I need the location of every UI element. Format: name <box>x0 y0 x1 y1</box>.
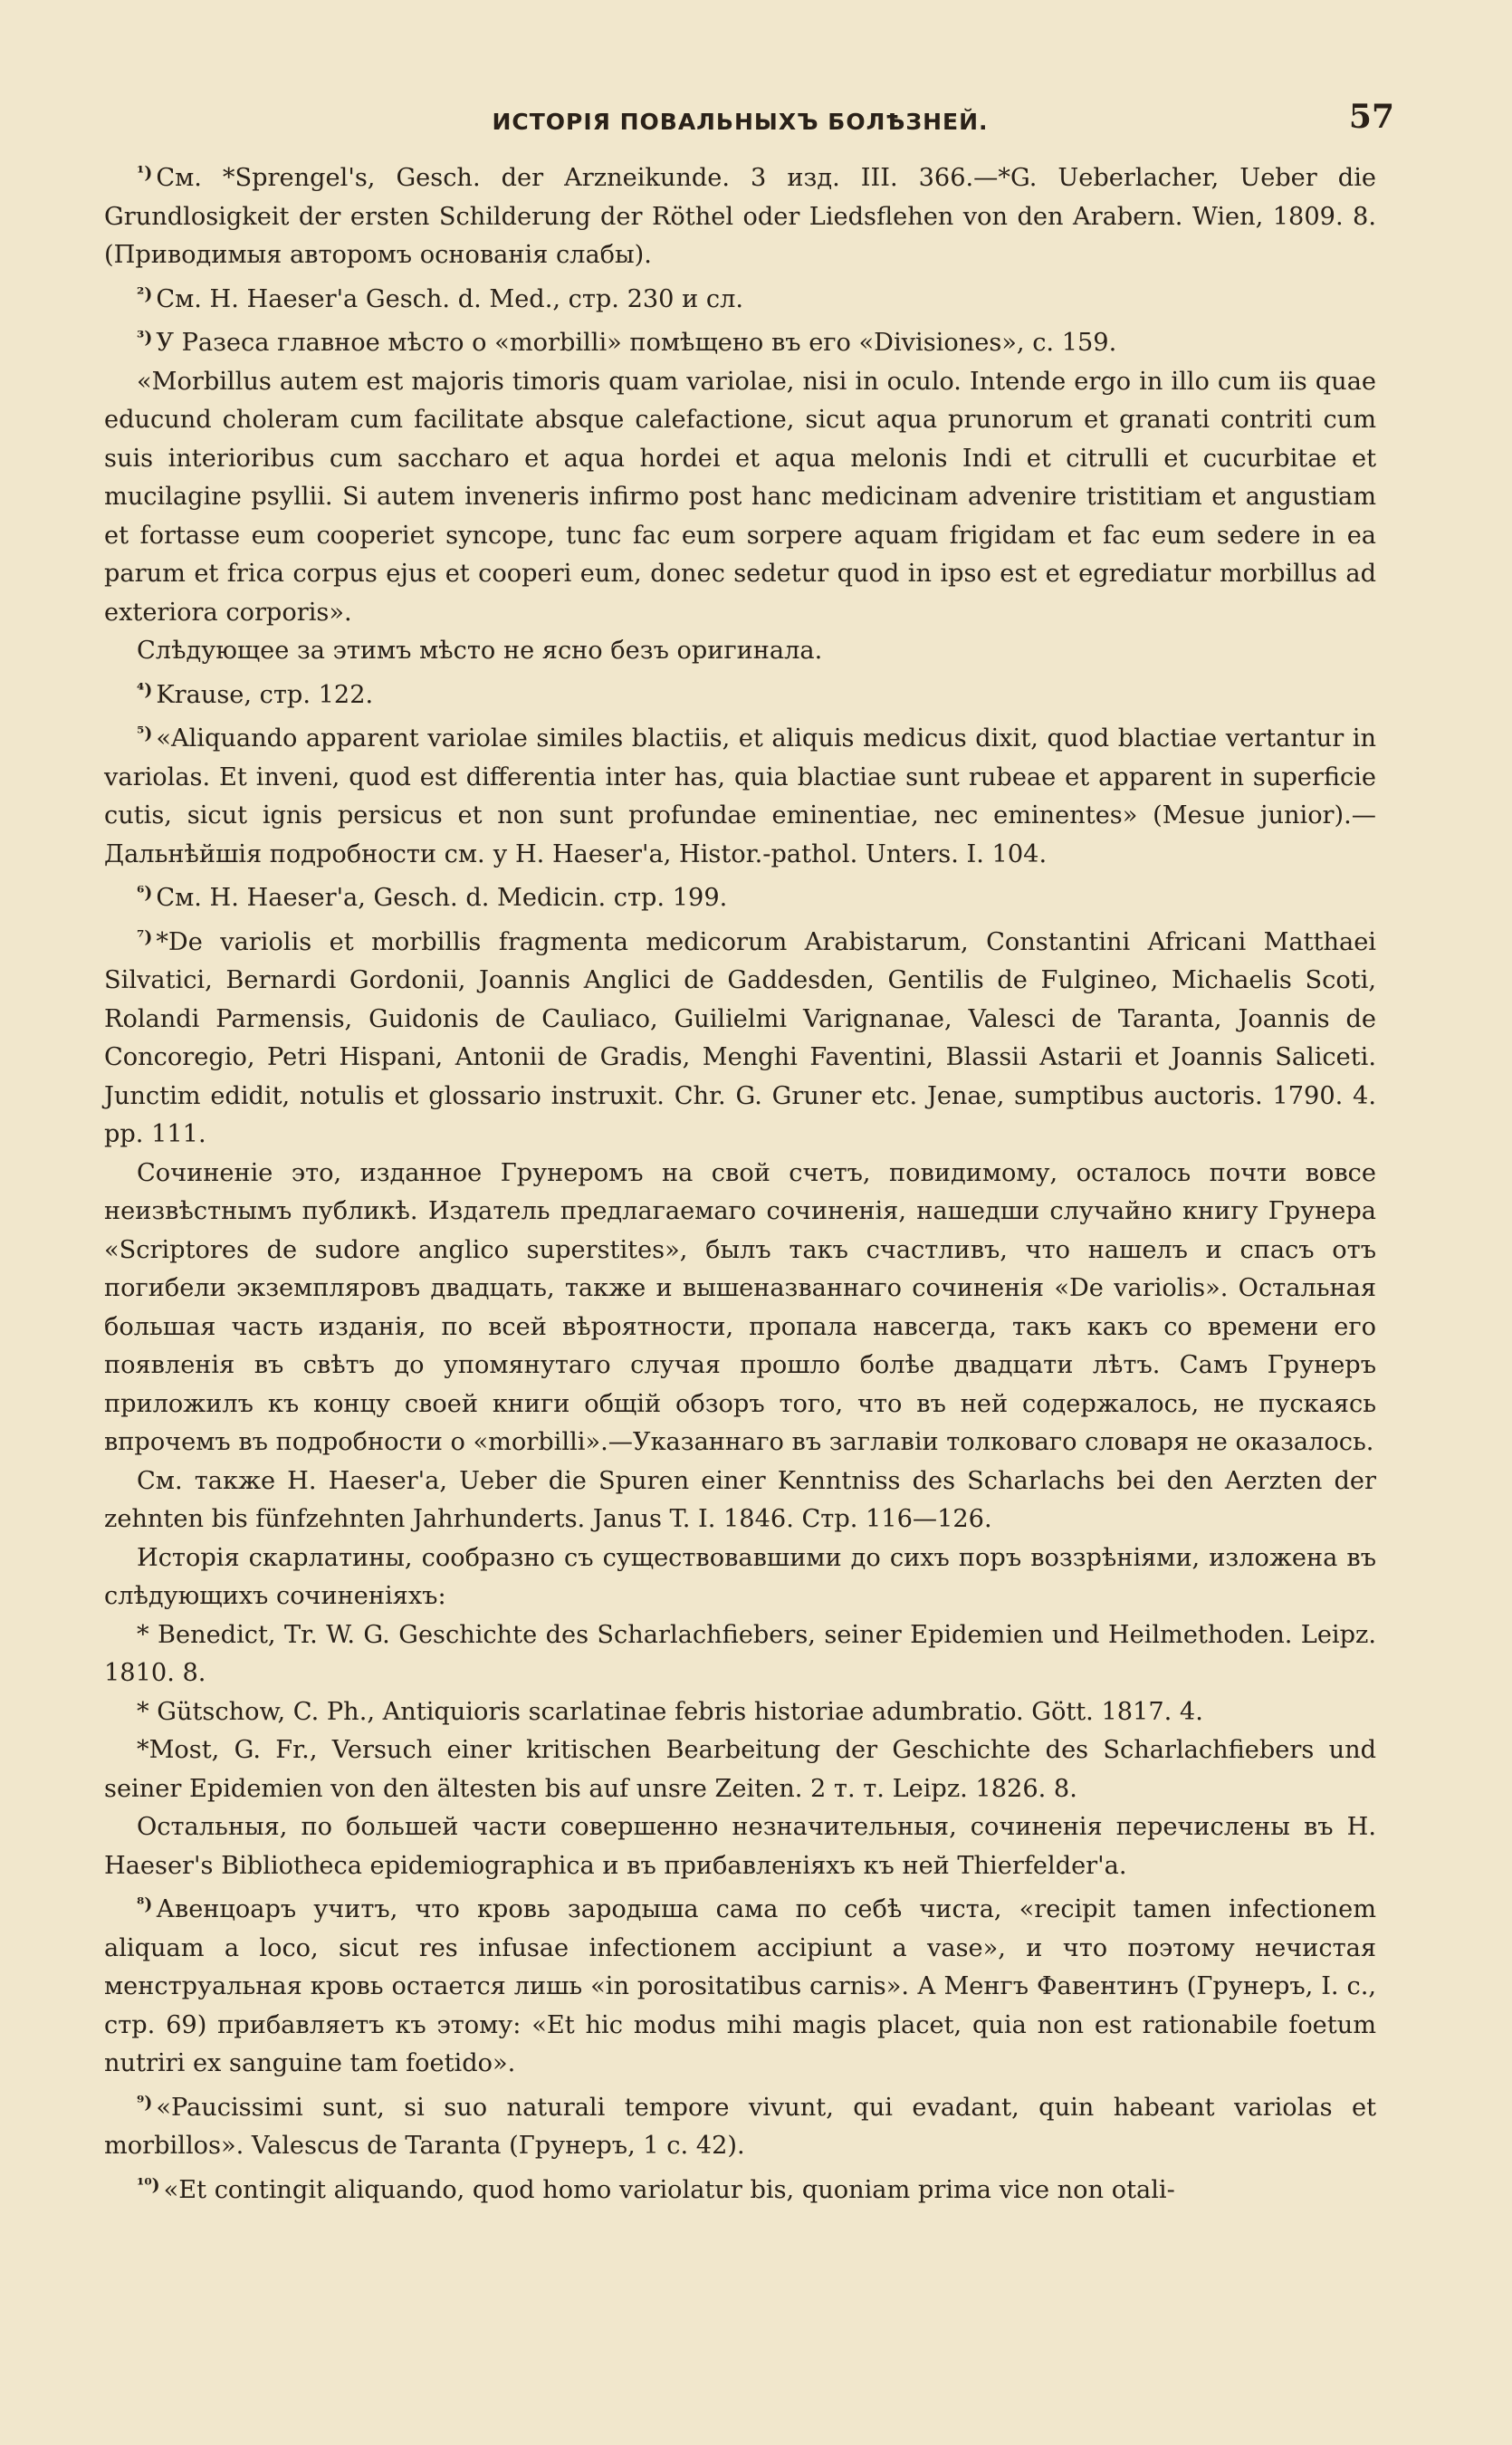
paragraph <box>104 632 1376 671</box>
page-header <box>104 91 1394 154</box>
footnote-marker: ³) <box>137 328 153 348</box>
footnote <box>104 918 1376 1155</box>
paragraph-text: «Paucissimi sunt, si suo naturali tempore vivunt, qui evadant, quin habeant variolas et morbillos». Valescus de Taranta (Грунеръ, 1 с. 42). <box>104 2093 1376 2160</box>
footnote <box>104 1885 1376 2084</box>
paragraph-text: «Et contingit aliquando, quod homo variolatur bis, quoniam prima vice non otali- <box>163 2175 1175 2204</box>
footnote <box>104 714 1376 874</box>
paragraph-text: Krause, стр. 122. <box>156 680 374 709</box>
running-title: ИСТОРІЯ ПОВАЛЬНЫХЪ БОЛѢЗНЕЙ. <box>492 109 989 135</box>
footnote <box>104 2166 1376 2210</box>
footnote <box>104 154 1376 275</box>
footnote-marker: ¹) <box>137 163 153 183</box>
paragraph <box>104 1808 1376 1885</box>
footnote <box>104 671 1376 715</box>
paragraph-text: Слѣдующее за этимъ мѣсто не ясно безъ оригинала. <box>137 637 823 665</box>
footnote-marker: ⁴) <box>137 679 153 700</box>
paragraph-text: * Gütschow, C. Ph., Antiquioris scarlatinae febris historiae adumbratio. Gött. 1817. 4. <box>137 1697 1203 1726</box>
paragraph-text: См. H. Haeser'a, Gesch. d. Medicin. стр. 199. <box>156 884 728 912</box>
paragraph <box>104 1155 1376 1462</box>
footnote <box>104 874 1376 918</box>
paragraph-text: *De variolis et morbillis fragmenta medicorum Arabistarum, Constantini Africani Matthaei Silvatici, Bernardi Gordonii, Joannis Anglici de Gaddesden, Gentilis de Fulgineo, Michaelis Scoti, Rolandi Parmensis, Guidonis de Cauliaco, Guilielmi Varignanae, Valesci de Taranta, Joannis de Concoregio, Petri Hispani, Antonii de Gradis, Menghi Faventini, Blassii Astarii et Joannis Saliceti. Junctim edidit, notulis et glossario instruxit. Chr. G. Gruner etc. Jenae, sumptibus auctoris. 1790. 4. pp. 111. <box>104 927 1376 1148</box>
paragraph-text: Сочиненіе это, изданное Грунеромъ на свой счетъ, повидимому, осталось почти вовсе неизвѣстнымъ публикѣ. Издатель предлагаемаго сочиненія, нашедши случайно книгу Грунера «Scriptores de sudore anglico superstites», былъ такъ счастливъ, что нашелъ и спасъ отъ погибели экземпляровъ двадцать, также и вышеназваннаго сочиненія «De variolis». Остальная большая часть изданія, по всей вѣроятности, пропала навсегда, такъ какъ со времени его появленія въ свѣтъ до упомянутаго случая прошло болѣе двадцати лѣтъ. Самъ Грунеръ приложилъ къ концу своей книги общій обзоръ того, что въ ней содержалось, не пускаясь впрочемъ въ подробности о «morbilli».—Указаннаго въ заглавіи толковаго словаря не оказалось. <box>104 1158 1376 1456</box>
paragraph-text: «Morbillus autem est majoris timoris quam variolae, nisi in oculo. Intende ergo in illo cum iis quae educund choleram cum facilitate absque calefactione, sicut aqua prunorum et granati contriti cum suis interioribus cum saccharo et aqua hordei et aqua melonis Indi et citrulli et cucurbitae et mucilagine psyllii. Si autem inveneris infirmo post hanc medicinam advenire tristitiam et angustiam et fortasse eum cooperiet syncope, tunc fac eum sorpere aquam frigidam et fac eum sedere in ea parum et frica corpus ejus et cooperi eum, donec sedetur quod in ipso est et egrediatur morbillus ad exteriora corporis». <box>104 367 1376 627</box>
footnote-marker: ⁵) <box>137 724 153 743</box>
page-number: 57 <box>1348 98 1394 136</box>
paragraph-text: См. *Sprengel's, Gesch. der Arzneikunde. 3 изд. III. 366.—*G. Ueberlacher, Ueber die Grundlosigkeit der ersten Schilderung der Röthel oder Liedsflehen von den Arabern. Wien, 1809. 8. (Приводимыя авторомъ основанія слабы). <box>104 164 1376 269</box>
paragraph <box>104 363 1376 633</box>
footnote-marker: ⁶) <box>137 883 153 903</box>
bibliography-entry <box>104 1693 1376 1732</box>
footnote <box>104 2084 1376 2166</box>
paragraph-text: См. также H. Haeser'a, Ueber die Spuren einer Kenntniss des Scharlachs bei den Aerzten der zehnten bis fünfzehnten Jahrhunderts. Janus T. I. 1846. Стр. 116—126. <box>104 1466 1376 1533</box>
footnote-marker: ⁹) <box>137 2092 153 2113</box>
paragraph <box>104 1539 1376 1616</box>
paragraph <box>104 1462 1376 1539</box>
paragraph-text: См. H. Haeser'a Gesch. d. Med., стр. 230 и сл. <box>156 284 744 313</box>
footnote-marker: ⁸) <box>137 1894 153 1914</box>
bibliography-entry <box>104 1731 1376 1808</box>
footnote-marker: ²) <box>137 283 153 304</box>
footnote <box>104 319 1376 363</box>
paragraph-text: У Разеса главное мѣсто о «morbilli» помѣщено въ его «Divisiones», с. 159. <box>156 329 1117 357</box>
footnote <box>104 275 1376 320</box>
footnote-marker: ⁷) <box>137 926 153 947</box>
paragraph-text: Авенцоаръ учитъ, что кровь зародыша сама по себѣ чиста, «recipit tamen infectionem aliquam a loco, sicut res infusae infectionem accipiunt a vase», и что поэтому нечистая менструальная кровь остается лишь «in porositatibus carnis». А Менгъ Фавентинъ (Грунеръ, I. с., стр. 69) прибавляетъ къ этому: «Et hic modus mihi magis placet, quia non est rationabile foetum nutriri ex sanguine tam foetido». <box>104 1895 1376 2077</box>
paragraph-text: Остальныя, по большей части совершенно незначительныя, сочиненія перечислены въ H. Haeser's Bibliotheca epidemiographica и въ прибавленіяхъ къ ней Thierfelder'a. <box>104 1813 1376 1880</box>
paragraph-text: Исторія скарлатины, сообразно съ существовавшими до сихъ поръ воззрѣніями, изложена въ слѣдующихъ сочиненіяхъ: <box>104 1543 1376 1610</box>
paragraph-text: *Most, G. Fr., Versuch einer kritischen Bearbeitung der Geschichte des Scharlachfiebers und seiner Epidemien von den ältesten bis auf unsre Zeiten. 2 т. т. Leipz. 1826. 8. <box>104 1736 1376 1803</box>
paragraph-text: «Aliquando apparent variolae similes blactiis, et aliquis medicus dixit, quod blactiae vertantur in variolas. Et inveni, quod est differentia inter has, quia blactiae sunt rubeae et apparent in superficie cutis, sicut ignis persicus et non sunt profundae eminentiae, nec eminentes» (Mesue junior).—Дальнѣйшія подробности см. у H. Haeser'a, Histor.-pathol. Unters. I. 104. <box>104 724 1376 868</box>
footnote-marker: ¹⁰) <box>137 2174 160 2195</box>
paragraph-text: * Benedict, Tr. W. G. Geschichte des Scharlachfiebers, seiner Epidemien und Heilmethoden. Leipz. 1810. 8. <box>104 1620 1376 1687</box>
bibliography-entry <box>104 1616 1376 1693</box>
body-text <box>104 154 1376 2210</box>
